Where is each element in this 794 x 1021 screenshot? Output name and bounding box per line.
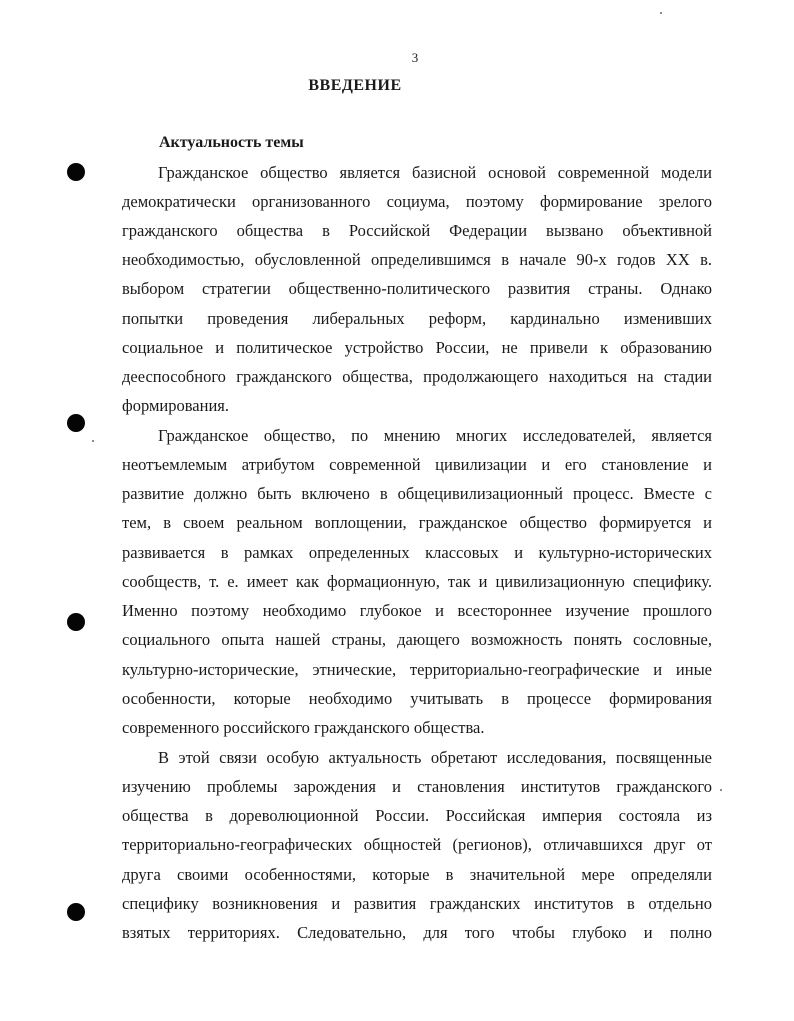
text-line: современного российского гражданского общества. [122, 718, 485, 737]
scan-speck [720, 789, 722, 791]
text-line: неотъемлемым атрибутом современной цивилизации и его становление и [122, 455, 712, 474]
text-line: изучению проблемы зарождения и становления институтов гражданского [122, 777, 712, 796]
text-line: друга своими особенностями, которые в значительной мере определяли [122, 865, 712, 884]
text-line: специфику возникновения и развития гражданских институтов в отдельно [122, 894, 712, 913]
text-line: Гражданское общество, по мнению многих исследователей, является [158, 426, 712, 445]
text-line: социальное и политическое устройство России, не привели к образованию [122, 338, 712, 357]
text-line: демократически организованного социума, поэтому формирование зрелого [122, 192, 712, 211]
text-line: гражданского общества в Российской Федерации вызвано объективной [122, 221, 712, 240]
page-title: ВВЕДЕНИЕ [308, 77, 402, 94]
text-line: развивается в рамках определенных классовых и культурно-исторических [122, 543, 712, 562]
punch-hole-mark [67, 414, 85, 432]
text-line: формирования. [122, 396, 229, 415]
scan-speck [660, 12, 662, 14]
text-line: общества в дореволюционной России. Российская империя состояла из [122, 806, 712, 825]
text-line: попытки проведения либеральных реформ, кардинально изменивших [122, 309, 712, 328]
text-line: особенности, которые необходимо учитывать в процессе формирования [122, 689, 712, 708]
text-line: В этой связи особую актуальность обретают исследования, посвященные [158, 748, 712, 767]
text-line: развитие должно быть включено в общецивилизационный процесс. Вместе с [122, 484, 712, 503]
section-heading: Актуальность темы [159, 134, 304, 151]
punch-hole-mark [67, 903, 85, 921]
text-line: взятых территориях. Следовательно, для того чтобы глубоко и полно [122, 923, 712, 942]
text-line: культурно-исторические, этнические, территориально-географические и иные [122, 660, 712, 679]
punch-hole-mark [67, 163, 85, 181]
text-line: необходимостью, обусловленной определившимся в начале 90-х годов XX в. [122, 250, 712, 269]
scan-speck [92, 440, 94, 442]
text-line: выбором стратегии общественно-политического развития страны. Однако [122, 279, 712, 298]
text-line: тем, в своем реальном воплощении, гражданское общество формируется и [122, 513, 712, 532]
punch-hole-mark [67, 613, 85, 631]
text-line: Гражданское общество является базисной основой современной модели [158, 163, 712, 182]
page-number: 3 [411, 50, 419, 65]
text-line: социального опыта нашей страны, дающего возможность понять сословные, [122, 630, 712, 649]
text-line: территориально-географических общностей (регионов), отличавшихся друг от [122, 835, 712, 854]
text-line: дееспособного гражданского общества, продолжающего находиться на стадии [122, 367, 712, 386]
text-line: сообществ, т. е. имеет как формационную, так и цивилизационную специфику. [122, 572, 712, 591]
text-line: Именно поэтому необходимо глубокое и всестороннее изучение прошлого [122, 601, 712, 620]
